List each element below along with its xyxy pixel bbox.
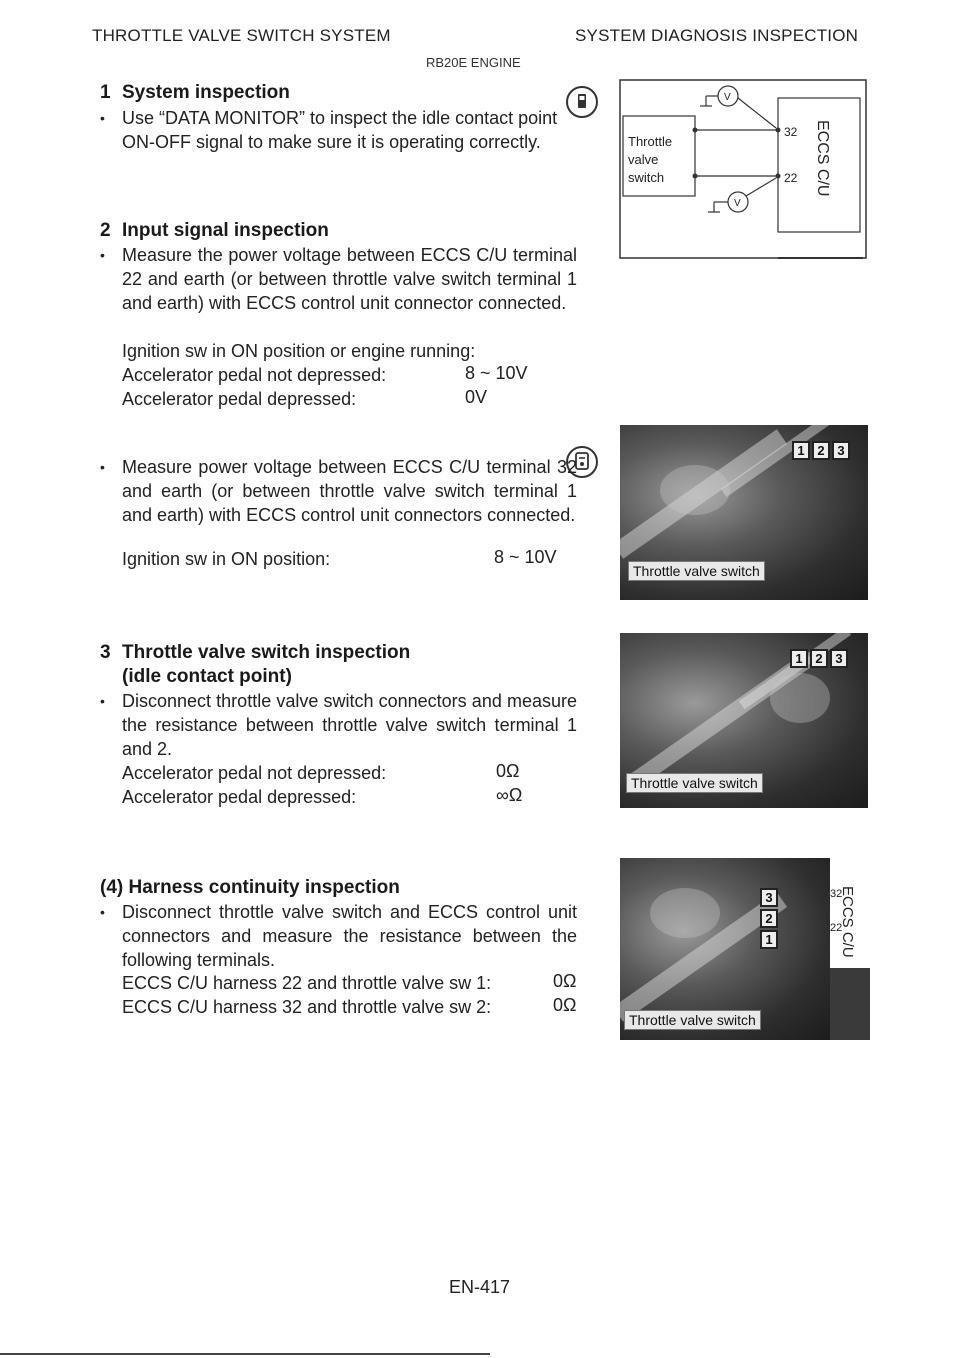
engine-label: RB20E ENGINE bbox=[426, 55, 521, 70]
diagram-switch-label-2: valve bbox=[628, 152, 659, 167]
section-1-title: System inspection bbox=[122, 82, 290, 103]
photo-3-terminal-22: 22 bbox=[830, 922, 843, 934]
photo-3-cu-panel bbox=[830, 858, 870, 1040]
throttle-switch-circuit-diagram bbox=[618, 78, 868, 262]
photo-1-pin-2: 2 bbox=[812, 441, 830, 460]
photo-2-connector-pins bbox=[790, 649, 848, 668]
meter-v-top: V bbox=[724, 92, 731, 103]
section-2-row-2-label: Accelerator pedal depressed: bbox=[122, 389, 357, 409]
section-2-row-2-value: 0V bbox=[465, 387, 488, 407]
photo-3-connector-pins bbox=[760, 888, 778, 949]
photo-3-pin-1: 1 bbox=[760, 930, 778, 949]
section-3-title-line-1: Throttle valve switch inspection bbox=[122, 642, 411, 663]
meter-v-bottom: V bbox=[734, 198, 741, 209]
section-4-title: (4) Harness continuity inspection bbox=[100, 877, 400, 898]
section-3-row-1-label: Accelerator pedal not depressed: bbox=[122, 763, 387, 783]
throttle-switch-photo-1 bbox=[620, 425, 868, 600]
photo-1-pin-1: 1 bbox=[792, 441, 810, 460]
diagram-switch-label-3: switch bbox=[628, 170, 665, 185]
photo-1-label: Throttle valve switch bbox=[628, 561, 765, 581]
section-2-title: Input signal inspection bbox=[122, 220, 329, 241]
section-4-row-2-value: 0Ω bbox=[553, 995, 577, 1015]
photo-2-pin-1: 1 bbox=[790, 649, 808, 668]
section-1-bullet: • Use “DATA MONITOR” to inspect the idle contact point ON-OFF signal to make sure it is operating correctly. bbox=[122, 106, 577, 154]
terminal-22-label: 22 bbox=[784, 171, 798, 185]
section-2-bullet-1: • Measure the power voltage between ECCS C/U terminal 22 and earth (or between throttle valve switch terminal 1 and earth) with ECCS control unit connector connected. bbox=[122, 243, 577, 315]
photo-1-pin-3: 3 bbox=[832, 441, 850, 460]
terminal-32-label: 32 bbox=[784, 125, 798, 139]
photo-3-label: Throttle valve switch bbox=[624, 1010, 761, 1030]
section-4-row-1-label: ECCS C/U harness 22 and throttle valve sw 1: bbox=[122, 973, 492, 993]
page-number: EN-417 bbox=[449, 1277, 511, 1297]
section-3-row-1-value: 0Ω bbox=[496, 761, 520, 781]
section-2-row-1-value: 8 ~ 10V bbox=[465, 363, 528, 383]
section-2-row-1-label: Accelerator pedal not depressed: bbox=[122, 365, 387, 385]
diagram-switch-label-1: Throttle bbox=[628, 134, 673, 149]
section-4-row-2-label: ECCS C/U harness 32 and throttle valve sw 2: bbox=[122, 997, 492, 1017]
photo-3-pin-3: 3 bbox=[760, 888, 778, 907]
photo-1-connector-pins bbox=[792, 441, 850, 460]
photo-2-pin-3: 3 bbox=[830, 649, 848, 668]
eccs-cu-label: ECCS C/U bbox=[814, 120, 831, 197]
throttle-switch-photo-3 bbox=[620, 858, 830, 1040]
section-3-row-2-label: Accelerator pedal depressed: bbox=[122, 787, 357, 807]
photo-2-label: Throttle valve switch bbox=[626, 773, 763, 793]
section-3-bullet: • Disconnect throttle valve switch connectors and measure the resistance between throttle valve switch terminal 1 and 2. bbox=[122, 689, 577, 761]
photo-3-terminal-32: 32 bbox=[830, 888, 843, 900]
section-4-bullet: • Disconnect throttle valve switch and ECCS control unit connectors and measure the resistance between the following terminals. bbox=[122, 900, 577, 972]
section-3-row-2-value: ∞Ω bbox=[496, 785, 523, 805]
section-2-condition-2-value: 8 ~ 10V bbox=[494, 547, 557, 567]
photo-3-eccs-cu-label: ECCS C/U bbox=[839, 886, 856, 958]
section-2-condition-1: Ignition sw in ON position or engine running: bbox=[122, 341, 476, 361]
section-2-bullet-2: • Measure power voltage between ECCS C/U terminal 32 and earth (or between throttle valve switch terminal 1 and earth) with ECCS control unit connectors connected. bbox=[122, 455, 577, 527]
header-left-title: THROTTLE VALVE SWITCH SYSTEM bbox=[92, 26, 391, 45]
section-1-number: 1 bbox=[100, 82, 111, 103]
section-4-row-1-value: 0Ω bbox=[553, 971, 577, 991]
photo-3-pin-2: 2 bbox=[760, 909, 778, 928]
photo-2-pin-2: 2 bbox=[810, 649, 828, 668]
header-right-title: SYSTEM DIAGNOSIS INSPECTION bbox=[575, 26, 859, 45]
section-2-number: 2 bbox=[100, 220, 111, 241]
footer-rule bbox=[0, 1353, 490, 1355]
throttle-switch-photo-2 bbox=[620, 633, 868, 808]
section-3-title-line-2: (idle contact point) bbox=[122, 666, 292, 687]
section-3-number: 3 bbox=[100, 642, 111, 663]
section-2-condition-2-label: Ignition sw in ON position: bbox=[122, 549, 331, 569]
